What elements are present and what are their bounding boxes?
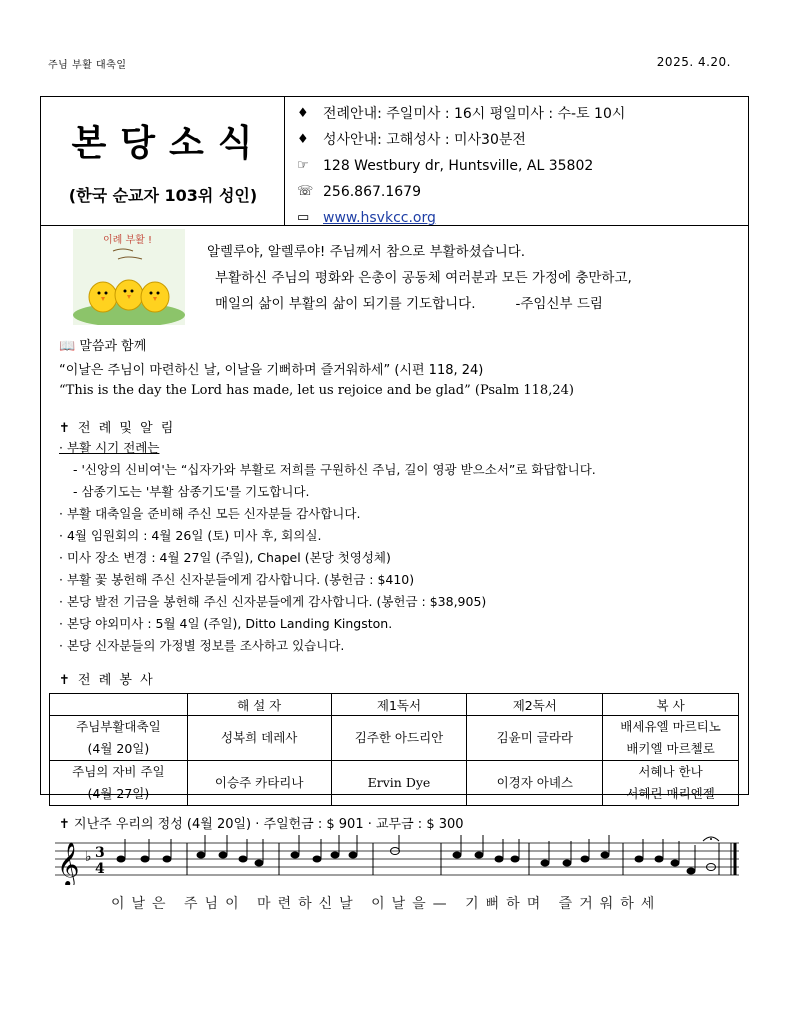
greeting-line-3-text: 매일의 삶이 부활의 삶이 되기를 기도합니다. [215, 296, 476, 312]
phone-icon: ☏ [297, 184, 314, 199]
list-item: · 부활 대축일을 준비해 주신 모든 신자분들 감사합니다. [59, 506, 361, 521]
table-cell: 이승주 카타리나 [187, 761, 331, 806]
easter-chicks-image [73, 229, 185, 325]
table-cell: 김주한 아드리안 [331, 716, 467, 761]
list-item-text: · 부활 시기 전례는 [59, 440, 160, 455]
chick-left [89, 282, 117, 312]
list-item: - '신앙의 신비여'는 “십자가와 부활로 저희를 구원하신 주님, 길이 영광 받으소서”로 화답합니다. [73, 462, 596, 477]
bible-heading-text: 말씀과 함께 [79, 339, 147, 354]
music-score [55, 835, 739, 885]
cross-icon: ✝ [59, 817, 70, 832]
greeting-message [207, 239, 632, 317]
parish-info [297, 101, 625, 231]
page-date: 2025. 4.20. [656, 55, 731, 69]
greeting-line-1: 알렐루야, 알렐루야! 주님께서 참으로 부활하셨습니다. [207, 244, 526, 260]
info-liturgy [297, 101, 625, 127]
table-cell: Ervin Dye [331, 761, 467, 806]
list-item [59, 437, 596, 459]
address-text: 128 Westbury dr, Huntsville, AL 35802 [323, 158, 594, 174]
flat-icon: ♭ [85, 849, 92, 865]
bulletin-frame [40, 96, 749, 912]
pointing-hand-icon: ☞ [297, 158, 309, 173]
info-text: : 고해성사 : 미사30분전 [377, 132, 526, 148]
service-table [49, 693, 739, 806]
page-subtitle: (한국 순교자 103위 성인) [68, 186, 258, 205]
info-website [297, 205, 625, 231]
cross-icon: ✝ [59, 421, 72, 436]
date-line: 주님부활대축일 [76, 719, 161, 734]
cross-bullet-icon: ♦ [297, 106, 309, 121]
table-header-cell: 해 설 자 [187, 694, 331, 716]
time-signature-bottom: 4 [95, 861, 105, 877]
greeting-signature: -주임신부 드림 [515, 296, 603, 312]
title-box [41, 97, 285, 225]
table-cell-date [50, 761, 188, 806]
liturgy-heading-text: 전 례 및 알 림 [78, 421, 176, 436]
table-cell: 성복희 데레사 [187, 716, 331, 761]
list-item: · 부활 꽃 봉헌해 주신 신자분들에게 감사합니다. (봉헌금 : $410) [59, 572, 415, 587]
server-line: 배세유엘 마르티노 [620, 719, 721, 734]
time-signature-top: 3 [95, 845, 105, 861]
art-caption: 이례 부활 ! [103, 235, 153, 246]
website-link[interactable]: www.hsvkcc.org [323, 210, 436, 226]
bible-verse-korean: “이날은 주님이 마련하신 날, 이날을 기뻐하며 즐거워하세” (시편 118, 24) [59, 363, 484, 378]
chick-right [141, 282, 169, 312]
info-address [297, 153, 625, 179]
table-header-row [50, 694, 739, 716]
offering-line [59, 813, 464, 832]
list-item: · 미사 장소 변경 : 4월 27일 (주일), Chapel (본당 첫영성체) [59, 550, 391, 565]
date-line: 주님의 자비 주일 [72, 764, 165, 779]
table-cell-servers [603, 716, 739, 761]
cross-icon: ✝ [59, 673, 72, 688]
cross-bullet-icon: ♦ [297, 132, 309, 147]
table-header-cell: 제2독서 [467, 694, 603, 716]
service-heading-text: 전 례 봉 사 [78, 673, 155, 688]
table-cell: 김윤미 글라라 [467, 716, 603, 761]
offering-text: 지난주 우리의 정성 (4월 20일) · 주일헌금 : $ 901 · 교무금 : $ 300 [74, 817, 464, 832]
greeting-line-2: 부활하신 주님의 평화와 은총이 공동체 여러분과 모든 가정에 충만하고, [215, 270, 632, 286]
list-item: · 본당 발전 기금을 봉헌해 주신 신자분들에게 감사합니다. (봉헌금 : $38,905) [59, 594, 487, 609]
info-text: : 주일미사 : 16시 평일미사 : 수-토 10시 [377, 106, 626, 122]
book-icon: 📖 [59, 339, 76, 354]
date-line: (4월 27일) [87, 786, 150, 801]
list-item: · 4월 임원회의 : 4월 26일 (토) 미사 후, 회의실. [59, 528, 322, 543]
greeting-line-3 [207, 291, 632, 317]
info-phone [297, 179, 625, 205]
list-item: - 삼종기도는 '부활 삼종기도'를 기도합니다. [73, 484, 310, 499]
treble-clef-icon: 𝄞 [57, 842, 80, 885]
bible-heading [59, 335, 146, 354]
table-cell-date [50, 716, 188, 761]
date-line: (4월 20일) [87, 741, 150, 756]
table-header-cell: 복 사 [603, 694, 739, 716]
table-header-cell [50, 694, 188, 716]
info-sacrament [297, 127, 625, 153]
page-title: 본당소식 [71, 123, 267, 164]
chick-middle [115, 280, 143, 310]
liturgy-heading [59, 417, 175, 436]
list-item: · 본당 야외미사 : 5월 4일 (주일), Ditto Landing Kingston. [59, 616, 393, 631]
server-line: 배키엘 마르첼로 [626, 741, 715, 756]
liturgy-list [59, 437, 596, 657]
service-heading [59, 669, 155, 688]
table-row [50, 716, 739, 761]
page-header-left: 주님 부활 대축일 [48, 60, 127, 71]
server-line: 서혜나 한나 [638, 764, 703, 779]
server-line: 서혜린 매리엔젤 [626, 786, 715, 801]
table-row [50, 761, 739, 806]
info-label: 전례안내 [323, 106, 378, 122]
bulletin-header [41, 97, 748, 226]
notes [117, 835, 720, 875]
score-lyrics: 이날은 주님이 마련하신날 이날을— 기뻐하며 즐거워하세 [111, 896, 662, 912]
table-cell: 이경자 아녜스 [467, 761, 603, 806]
info-label: 성사안내 [323, 132, 378, 148]
computer-icon: ▭ [297, 210, 310, 225]
phone-text: 256.867.1679 [323, 184, 421, 200]
table-header-cell: 제1독서 [331, 694, 467, 716]
table-cell-servers [603, 761, 739, 806]
bible-verse-english: “This is the day the Lord has made, let us rejoice and be glad” (Psalm 118,24) [59, 383, 574, 398]
list-item: · 본당 신자분들의 가정별 정보를 조사하고 있습니다. [59, 638, 345, 653]
